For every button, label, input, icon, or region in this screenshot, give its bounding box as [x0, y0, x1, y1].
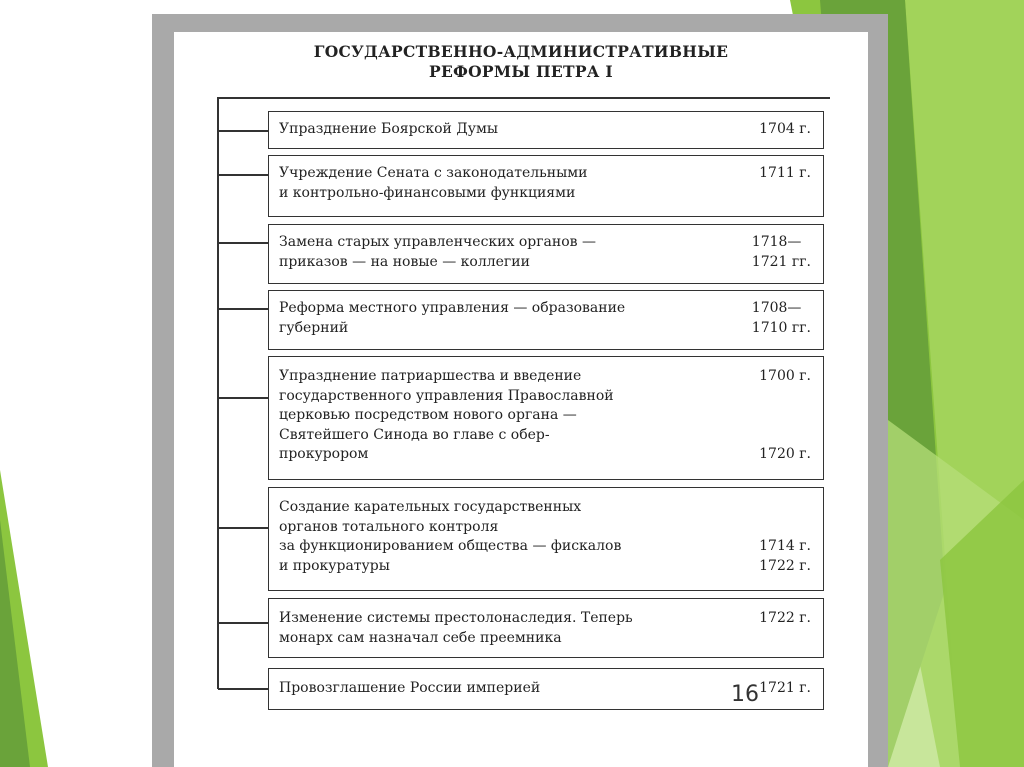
reform-text: Упразднение патриаршества и введение государственного управления Православной церковью посредством нового органа — Святейшего Синода во главе с обер- прокурором	[279, 368, 614, 462]
reform-text: Реформа местного управления — образование губерний	[279, 300, 626, 336]
page-number: 16	[731, 682, 759, 707]
reform-year: 1718— 1721 гг.	[751, 234, 811, 270]
reform-year: 1722 г.	[759, 610, 811, 626]
reform-box	[268, 487, 824, 591]
reform-year: 1711 г.	[759, 165, 811, 181]
reform-text: Упразднение Боярской Думы	[279, 121, 498, 137]
reform-text: Провозглашение России империей	[279, 680, 541, 696]
reform-text: Учреждение Сената с законодательными и контрольно-финансовыми функциями	[279, 165, 588, 201]
reform-year: 1721 г.	[759, 680, 811, 696]
branch-line	[218, 397, 268, 399]
reform-text: Замена старых управленческих органов — приказов — на новые — коллегии	[279, 234, 596, 270]
title-line-2: РЕФОРМЫ ПЕТРА I	[429, 62, 613, 81]
reform-year: 1704 г.	[759, 121, 811, 137]
reform-box	[268, 598, 824, 658]
reform-year: 1714 г. 1722 г.	[759, 538, 811, 574]
reform-box	[268, 224, 824, 284]
diagram-title	[174, 42, 868, 82]
reform-text: Создание карательных государственных органов тотального контроля за функционированием общества — фискалов и прокуратуры	[279, 499, 622, 574]
title-line-1: ГОСУДАРСТВЕННО-АДМИНИСТРАТИВНЫЕ	[313, 42, 729, 61]
branch-line	[218, 130, 268, 132]
reform-box	[268, 111, 824, 149]
reform-box	[268, 155, 824, 217]
reform-box	[268, 290, 824, 350]
top-connector-line	[218, 97, 830, 99]
branch-line	[218, 242, 268, 244]
reform-text: Изменение системы престолонаследия. Теперь монарх сам назначал себе преемника	[279, 610, 633, 646]
reform-year: 1700 г. 1720 г.	[759, 368, 811, 462]
branch-line	[218, 308, 268, 310]
reform-year: 1708— 1710 гг.	[751, 300, 811, 336]
reform-box	[268, 356, 824, 480]
branch-line	[218, 622, 268, 624]
spine-connector-line	[217, 97, 219, 689]
branch-line	[218, 688, 268, 690]
branch-line	[218, 174, 268, 176]
branch-line	[218, 527, 268, 529]
